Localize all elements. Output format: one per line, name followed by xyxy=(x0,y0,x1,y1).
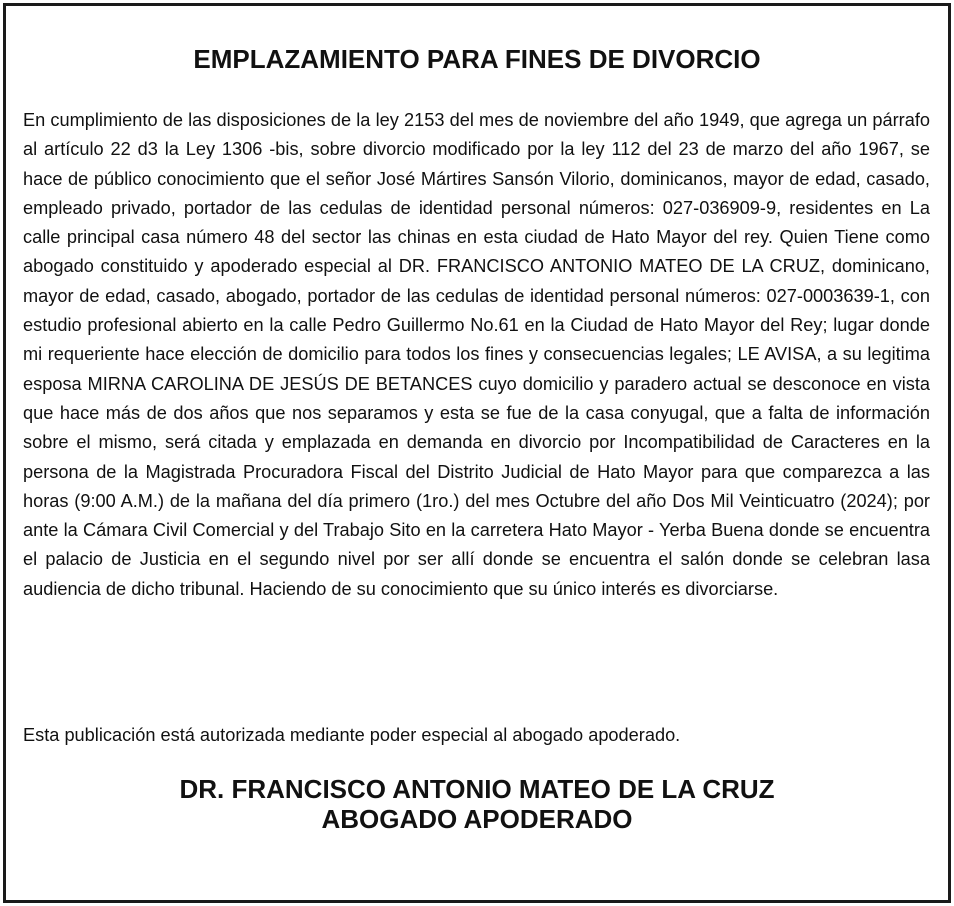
notice-body-paragraph: En cumplimiento de las disposiciones de la ley 2153 del mes de noviembre del año 1949, que agrega un párrafo al artículo 22 d3 la Ley 1306 -bis, sobre divorcio modificado por la ley 112 del 23 de marzo del año 1967, se hace de público conocimiento que el señor José Mártires Sansón Vilorio, dominicanos, mayor de edad, casado, empleado privado, portador de las cedulas de identidad personal números: 027-036909-9, residentes en La calle principal casa número 48 del sector las chinas en esta ciudad de Hato Mayor del rey. Quien Tiene como abogado constituido y apoderado especial al DR. FRANCISCO ANTONIO MATEO DE LA CRUZ, dominicano, mayor de edad, casado, abogado, portador de las cedulas de identidad personal números: 027-0003639-1, con estudio profesional abierto en la calle Pedro Guillermo No.61 en la Ciudad de Hato Mayor del Rey; lugar donde mi requeriente hace elección de domicilio para todos los fines y consecuencias legales; LE AVISA, a su legitima esposa MIRNA CAROLINA DE JESÚS DE BETANCES cuyo domicilio y paradero actual se desconoce en vista que hace más de dos años que nos separamos y esta se fue de la casa conyugal, que a falta de información sobre el mismo, será citada y emplazada en demanda en divorcio por Incompatibilidad de Caracteres en la persona de la Magistrada Procuradora Fiscal del Distrito Judicial de Hato Mayor para que comparezca a las horas (9:00 A.M.) de la mañana del día primero (1ro.) del mes Octubre del año Dos Mil Veinticuatro (2024); por ante la Cámara Civil Comercial y del Trabajo Sito en la carretera Hato Mayor - Yerba Buena donde se encuentra el palacio de Justicia en el segundo nivel por ser allí donde se encuentra el salón donde se celebran lasa audiencia de dicho tribunal. Haciendo de su conocimiento que su único interés es divorciarse. xyxy=(23,110,930,599)
signature-block xyxy=(6,774,948,834)
notice-title: EMPLAZAMIENTO PARA FINES DE DIVORCIO xyxy=(193,44,761,74)
authorization-statement: Esta publicación está autorizada mediante poder especial al abogado apoderado. xyxy=(23,725,681,745)
signature-name: DR. FRANCISCO ANTONIO MATEO DE LA CRUZ xyxy=(179,774,775,804)
signature-role: ABOGADO APODERADO xyxy=(321,804,633,834)
notice-frame xyxy=(3,3,951,903)
